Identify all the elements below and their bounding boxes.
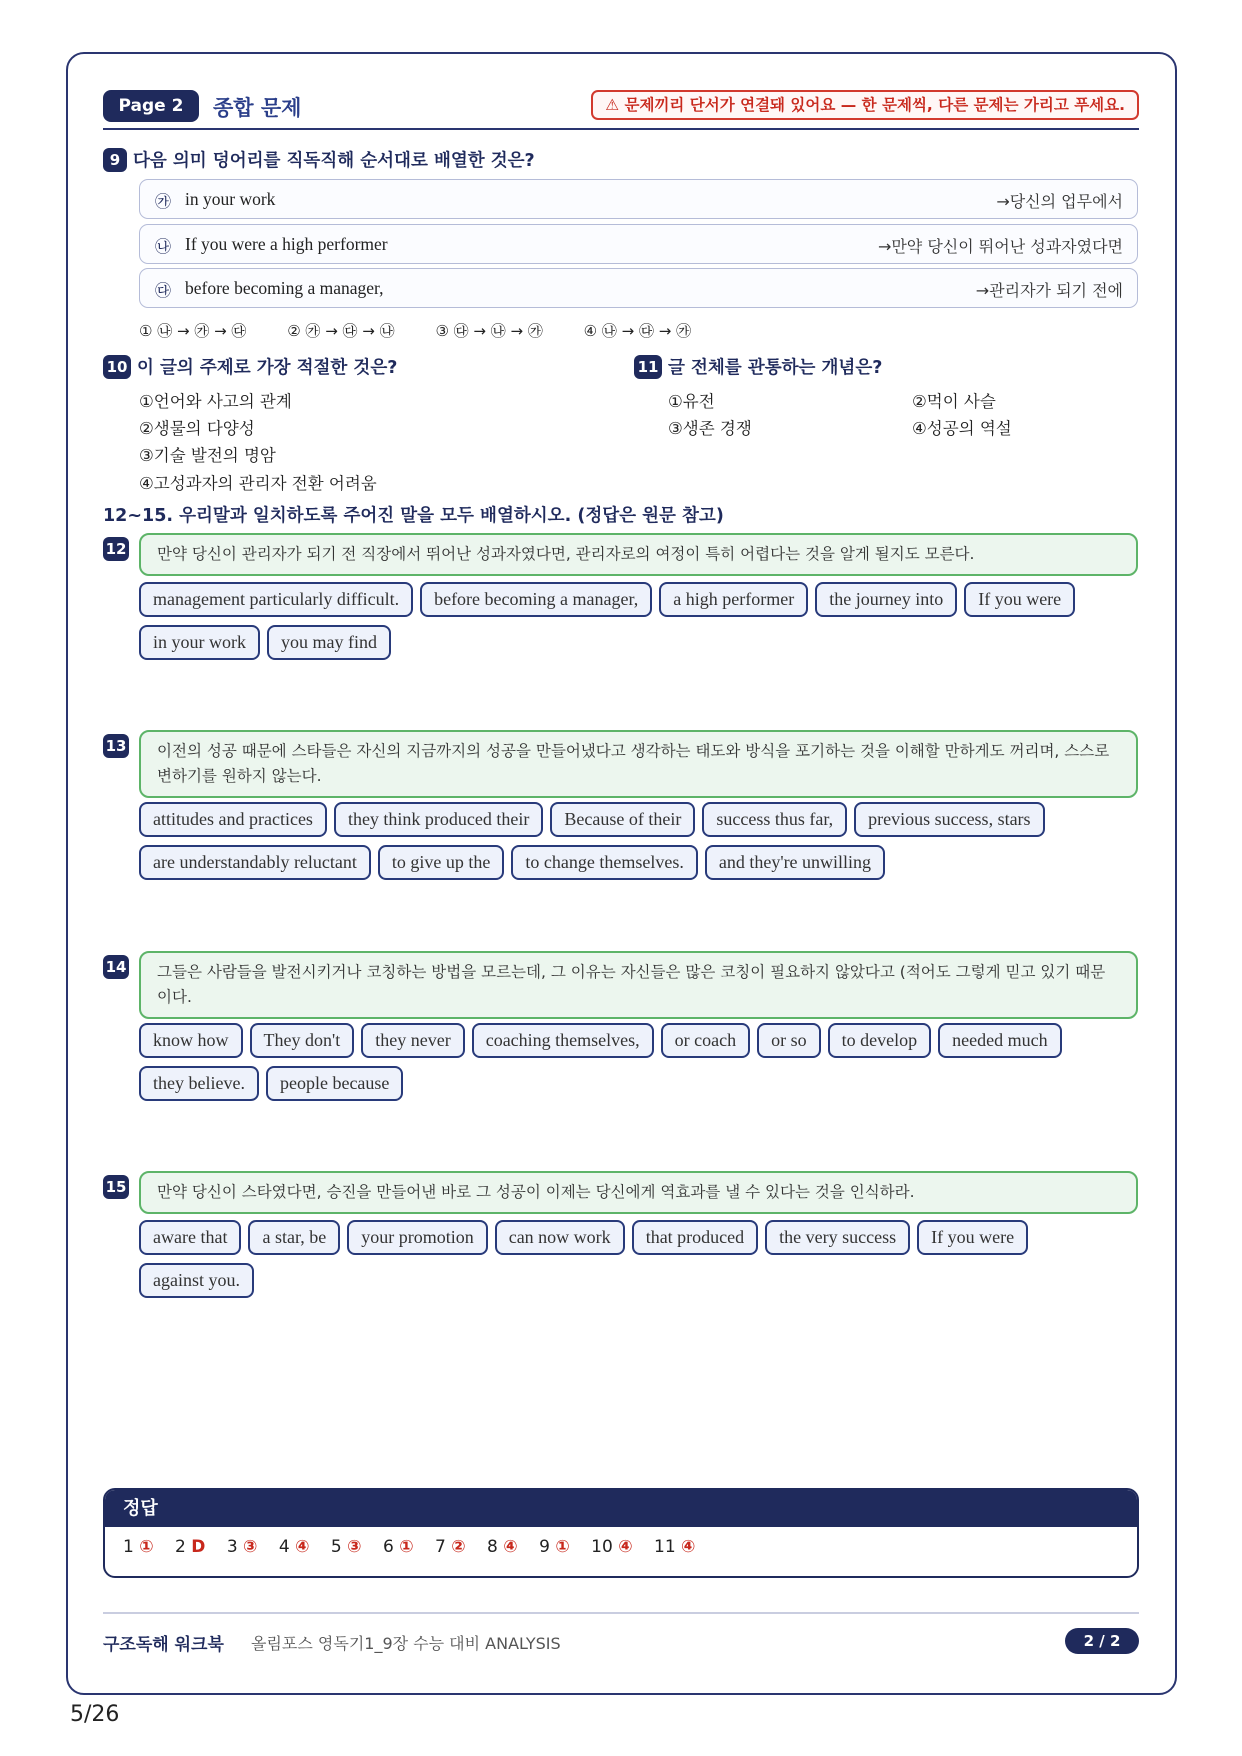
workbook-title: 구조독해 워크북	[103, 1635, 224, 1655]
word-chip[interactable]: the journey into	[815, 582, 957, 617]
chunk-mark: ㉮	[155, 192, 172, 211]
option[interactable]: ②생물의 다양성	[139, 419, 255, 438]
word-chip[interactable]: are understandably reluctant	[139, 845, 371, 880]
question-number: 15	[103, 1175, 129, 1199]
option[interactable]: ②먹이 사슬	[912, 392, 996, 411]
word-chip[interactable]: success thus far,	[702, 802, 847, 837]
word-chip[interactable]: management particularly difficult.	[139, 582, 413, 617]
question-number: 11	[634, 355, 662, 379]
question-number: 14	[103, 955, 129, 979]
word-chip[interactable]: or coach	[661, 1023, 750, 1058]
answer-item: 4 ④	[278, 1537, 310, 1557]
chunk-mark: ㉰	[155, 281, 172, 300]
word-chip[interactable]: against you.	[139, 1263, 254, 1298]
option[interactable]: ③기술 발전의 명암	[139, 446, 276, 465]
chunk-row	[139, 268, 1138, 308]
word-chip[interactable]: attitudes and practices	[139, 802, 327, 837]
word-chip[interactable]: the very success	[765, 1220, 910, 1255]
korean-prompt: 그들은 사람들을 발전시키거나 코칭하는 방법을 모르는데, 그 이유는 자신들은 많은 코칭이 필요하지 않았다고 (적어도 그렇게 믿고 있기 때문이다.	[139, 951, 1138, 1019]
option[interactable]: ③ ㉰ → ㉯ → ㉮	[435, 322, 543, 340]
section-title: 12~15. 우리말과 일치하도록 주어진 말을 모두 배열하시오. (정답은 원문 참고)	[103, 506, 724, 526]
answer-key-title: 정답	[105, 1490, 1137, 1527]
option[interactable]: ② ㉮ → ㉰ → ㉯	[287, 322, 395, 340]
word-chip[interactable]: coaching themselves,	[472, 1023, 654, 1058]
word-chip[interactable]: or so	[757, 1023, 821, 1058]
word-chip[interactable]: can now work	[495, 1220, 625, 1255]
word-chip[interactable]: If you were	[917, 1220, 1028, 1255]
option[interactable]: ④성공의 역설	[912, 419, 1012, 438]
korean-prompt: 만약 당신이 스타였다면, 승진을 만들어낸 바로 그 성공이 이제는 당신에게 역효과를 낼 수 있다는 것을 인식하라.	[139, 1171, 1138, 1214]
korean-prompt: 이전의 성공 때문에 스타들은 자신의 지금까지의 성공을 만들어냈다고 생각하는 태도와 방식을 포기하는 것을 이해할 만하게도 꺼리며, 스스로 변하기를 원하지 않는다.	[139, 730, 1138, 798]
document-page-number: 5/26	[70, 1702, 120, 1727]
option[interactable]: ④ ㉯ → ㉰ → ㉮	[583, 322, 692, 340]
word-chip[interactable]: in your work	[139, 625, 260, 660]
word-chip[interactable]: your promotion	[347, 1220, 488, 1255]
answer-list	[105, 1527, 1137, 1557]
answer-item: 6 ①	[382, 1537, 414, 1557]
word-chip[interactable]: needed much	[938, 1023, 1061, 1058]
word-chips	[139, 582, 1138, 660]
word-chip[interactable]: to give up the	[378, 845, 504, 880]
word-chips	[139, 1220, 1138, 1298]
chunk-korean: →관리자가 되기 전에	[975, 281, 1123, 300]
word-chip[interactable]: they think produced their	[334, 802, 543, 837]
question-number: 9	[103, 148, 127, 172]
word-chip[interactable]: before becoming a manager,	[420, 582, 652, 617]
question-number: 12	[103, 537, 129, 561]
chunk-english: If you were a high performer	[185, 234, 388, 254]
answer-item: 11 ④	[654, 1537, 696, 1557]
warning-banner: ⚠ 문제끼리 단서가 연결돼 있어요 — 한 문제씩, 다른 문제는 가리고 푸세요.	[591, 90, 1139, 120]
word-chip[interactable]: and they're unwilling	[705, 845, 885, 880]
question-10-heading	[103, 354, 397, 379]
answer-key	[103, 1488, 1139, 1578]
question-9-options	[139, 320, 727, 341]
word-chip[interactable]: to change themselves.	[511, 845, 697, 880]
page-label: Page 2	[103, 90, 199, 122]
word-chip[interactable]: that produced	[632, 1220, 758, 1255]
question-9-heading	[103, 147, 535, 172]
question-title: 다음 의미 덩어리를 직독직해 순서대로 배열한 것은?	[133, 151, 535, 171]
word-chip[interactable]: They don't	[250, 1023, 355, 1058]
page-title: 종합 문제	[213, 96, 302, 120]
word-chip[interactable]: previous success, stars	[854, 802, 1044, 837]
chunk-english: in your work	[185, 189, 276, 209]
page-footer	[103, 1612, 1139, 1656]
word-chip[interactable]: a high performer	[659, 582, 808, 617]
word-chip[interactable]: aware that	[139, 1220, 241, 1255]
option[interactable]: ①유전	[668, 392, 715, 411]
question-number: 13	[103, 734, 129, 758]
chunk-english: before becoming a manager,	[185, 278, 384, 298]
answer-item: 1 ①	[123, 1537, 154, 1557]
chunk-mark: ㉯	[155, 237, 172, 256]
option[interactable]: ① ㉯ → ㉮ → ㉰	[139, 322, 247, 340]
word-chip[interactable]: to develop	[828, 1023, 931, 1058]
word-chip[interactable]: a star, be	[248, 1220, 340, 1255]
word-chip[interactable]: Because of their	[550, 802, 695, 837]
answer-item: 3 ③	[226, 1537, 258, 1557]
page-indicator: 2 / 2	[1065, 1628, 1139, 1654]
option[interactable]: ③생존 경쟁	[668, 419, 752, 438]
word-chip[interactable]: people because	[266, 1066, 403, 1101]
answer-item: 9 ①	[539, 1537, 570, 1557]
answer-item: 10 ④	[591, 1537, 633, 1557]
answer-item: 2 D	[175, 1537, 206, 1557]
chunk-row	[139, 179, 1138, 219]
word-chips	[139, 1023, 1138, 1101]
question-11-heading	[634, 354, 882, 379]
korean-prompt: 만약 당신이 관리자가 되기 전 직장에서 뛰어난 성과자였다면, 관리자로의 여정이 특히 어렵다는 것을 알게 될지도 모른다.	[139, 533, 1138, 576]
word-chip[interactable]: know how	[139, 1023, 243, 1058]
word-chips	[139, 802, 1138, 880]
page-header	[103, 90, 1139, 130]
answer-item: 5 ③	[330, 1537, 362, 1557]
word-chip[interactable]: they believe.	[139, 1066, 259, 1101]
question-title: 글 전체를 관통하는 개념은?	[668, 358, 883, 378]
workbook-subtitle: 올림포스 영독기1_9장 수능 대비 ANALYSIS	[251, 1634, 561, 1653]
chunk-korean: →만약 당신이 뛰어난 성과자였다면	[877, 237, 1123, 256]
option[interactable]: ①언어와 사고의 관계	[139, 392, 292, 411]
answer-item: 8 ④	[487, 1537, 518, 1557]
option[interactable]: ④고성과자의 관리자 전환 어려움	[139, 474, 377, 493]
answer-item: 7 ②	[435, 1537, 466, 1557]
chunk-korean: →당신의 업무에서	[996, 192, 1123, 211]
chunk-row	[139, 224, 1138, 264]
word-chip[interactable]: they never	[361, 1023, 464, 1058]
word-chip[interactable]: you may find	[267, 625, 391, 660]
question-number: 10	[103, 355, 131, 379]
question-title: 이 글의 주제로 가장 적절한 것은?	[137, 358, 398, 378]
word-chip[interactable]: If you were	[964, 582, 1075, 617]
